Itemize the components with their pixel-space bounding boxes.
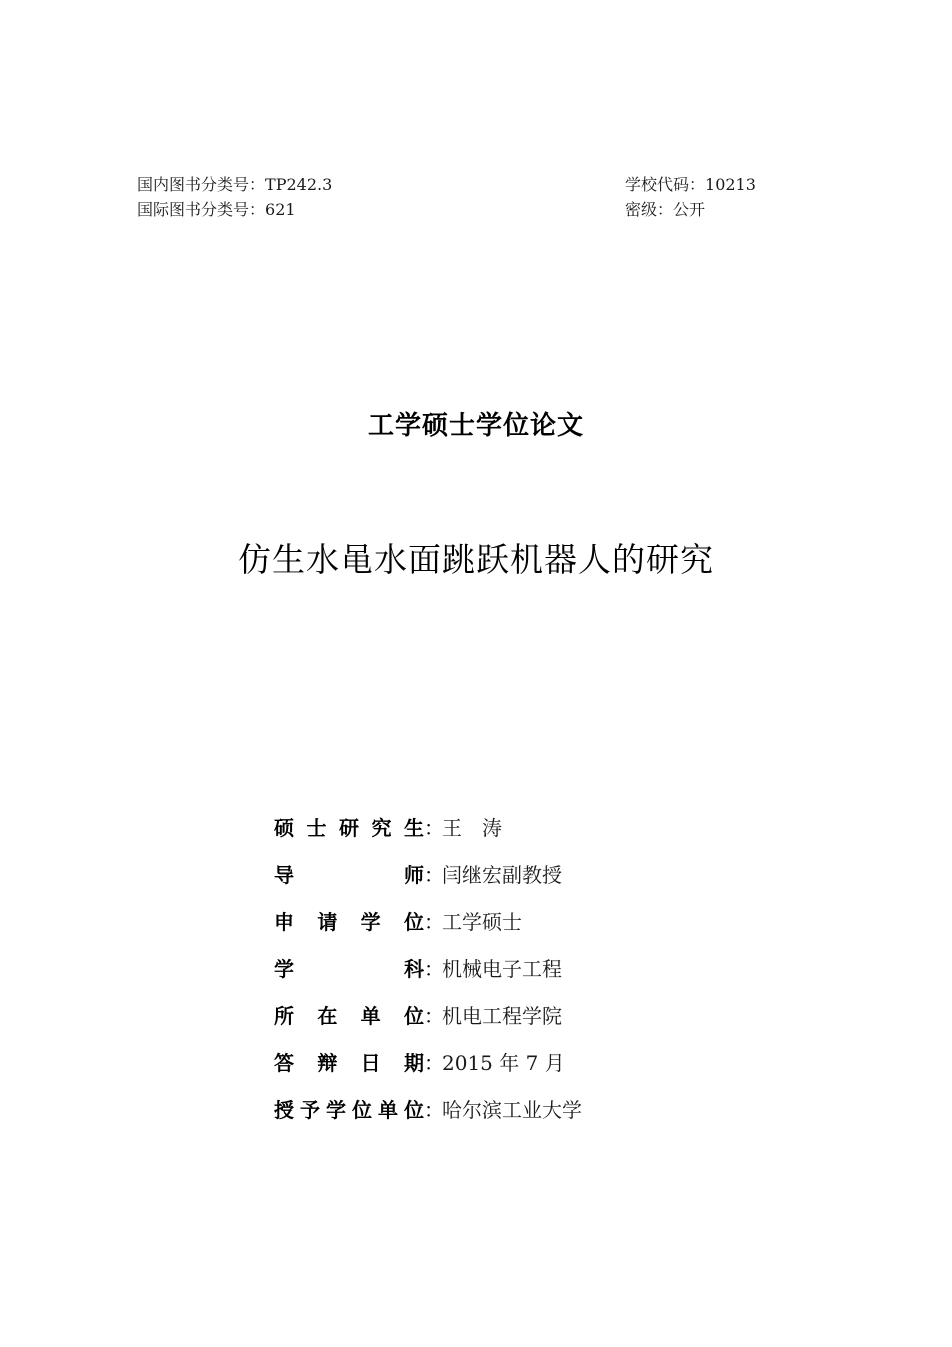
info-row-department xyxy=(274,1000,582,1047)
info-row-discipline xyxy=(274,953,582,1000)
label-char: 生 xyxy=(404,816,424,840)
school-code xyxy=(625,172,756,197)
secrecy-value: 公开 xyxy=(673,200,706,219)
label-char: 单 xyxy=(378,1098,398,1122)
label-char: 授 xyxy=(274,1098,294,1122)
label-char: 期 xyxy=(403,1051,424,1075)
cn-classification-value: TP242.3 xyxy=(265,175,333,194)
info-row-advisor xyxy=(274,859,582,906)
thesis-title: 仿生水黾水面跳跃机器人的研究 xyxy=(238,540,714,579)
info-colon: ： xyxy=(424,1098,444,1122)
intl-classification xyxy=(137,197,332,222)
info-colon: ： xyxy=(424,910,444,934)
info-label xyxy=(274,812,424,841)
label-char: 导 xyxy=(274,863,294,887)
info-label xyxy=(274,859,424,888)
classification-block xyxy=(137,172,332,222)
info-value-advisor: 闫继宏副教授 xyxy=(442,863,562,887)
label-char: 研 xyxy=(339,816,359,840)
label-char: 学 xyxy=(274,957,294,981)
label-char: 位 xyxy=(352,1098,372,1122)
secrecy-level xyxy=(625,197,756,222)
label-char: 硕 xyxy=(274,816,294,840)
label-char: 士 xyxy=(306,816,327,840)
school-code-label: 学校代码： xyxy=(625,175,706,194)
label-char: 请 xyxy=(317,910,338,934)
info-value-department: 机电工程学院 xyxy=(442,1004,562,1028)
info-value-discipline: 机械电子工程 xyxy=(442,957,562,981)
label-char: 科 xyxy=(404,957,424,981)
school-code-value: 10213 xyxy=(705,175,756,194)
school-block xyxy=(625,172,756,222)
info-colon: ： xyxy=(424,1051,444,1075)
label-char: 申 xyxy=(274,910,294,934)
label-char: 日 xyxy=(360,1051,381,1075)
info-value-student: 王 涛 xyxy=(442,816,502,840)
label-char: 辩 xyxy=(317,1051,338,1075)
intl-classification-value: 621 xyxy=(265,200,296,219)
label-char: 位 xyxy=(403,1004,424,1028)
label-char: 予 xyxy=(300,1098,320,1122)
label-char: 究 xyxy=(371,816,392,840)
label-char: 在 xyxy=(317,1004,338,1028)
degree-title: 工学硕士学位论文 xyxy=(367,411,584,441)
thesis-info-list xyxy=(274,812,582,1141)
info-colon: ： xyxy=(424,816,444,840)
label-char: 学 xyxy=(360,910,381,934)
info-label xyxy=(274,1047,424,1076)
info-colon: ： xyxy=(424,957,444,981)
label-char: 师 xyxy=(404,863,424,887)
info-colon: ： xyxy=(424,863,444,887)
cn-classification-label: 国内图书分类号： xyxy=(137,175,266,194)
info-label xyxy=(274,1000,424,1029)
label-char: 所 xyxy=(274,1004,294,1028)
info-value-institution: 哈尔滨工业大学 xyxy=(442,1098,582,1122)
cn-classification xyxy=(137,172,332,197)
label-char: 位 xyxy=(403,910,424,934)
info-colon: ： xyxy=(424,1004,444,1028)
info-label xyxy=(274,906,424,935)
info-row-degree xyxy=(274,906,582,953)
label-char: 单 xyxy=(360,1004,381,1028)
info-value-degree: 工学硕士 xyxy=(442,910,522,934)
info-row-defense-date xyxy=(274,1047,582,1094)
info-label xyxy=(274,953,424,982)
info-row-institution xyxy=(274,1094,582,1141)
label-char: 答 xyxy=(274,1051,294,1075)
info-row-student xyxy=(274,812,582,859)
info-label xyxy=(274,1094,424,1123)
info-value-defense-date: 2015 年 7 月 xyxy=(442,1051,565,1075)
intl-classification-label: 国际图书分类号： xyxy=(137,200,266,219)
label-char: 学 xyxy=(326,1098,346,1122)
label-char: 位 xyxy=(404,1098,424,1122)
secrecy-label: 密级： xyxy=(625,200,674,219)
